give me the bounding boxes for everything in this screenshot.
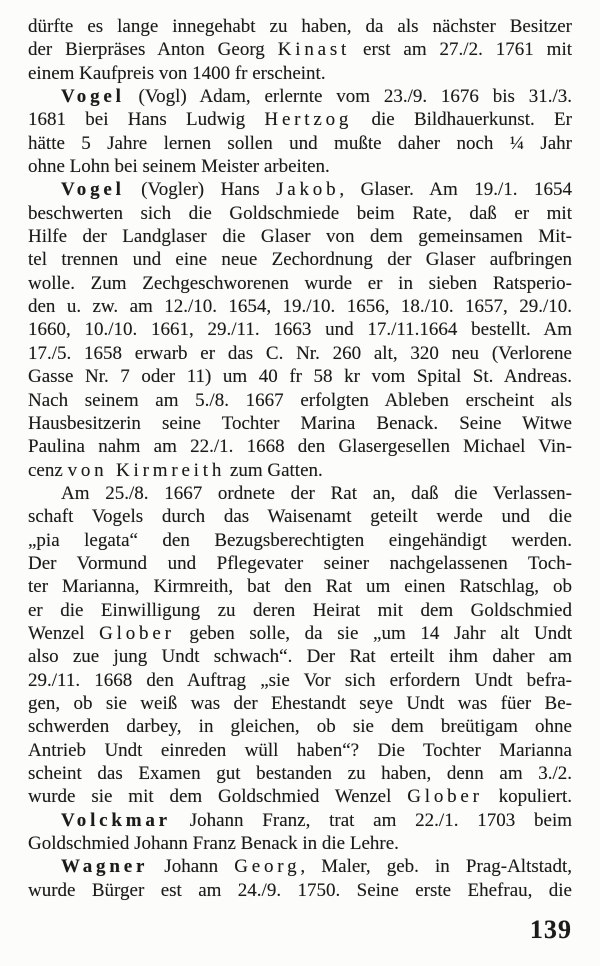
person-name: Glober [99, 622, 175, 644]
paragraph [28, 178, 572, 481]
person-name: Wagner [61, 856, 149, 878]
text-segment: er die Einwilligung zu deren Heirat mit dem Goldschmied [28, 599, 572, 621]
text-segment: zum Gatten. [225, 459, 323, 481]
text-line [28, 809, 572, 832]
text-segment: (Vogl) Adam, erlernte vom 23./9. 1676 bis 31./3. [124, 86, 572, 108]
text-segment: , Glaser. Am 19./1. 1654 [339, 179, 572, 201]
text-segment: 29./11. 1668 den Auftrag „sie Vor sich erfordern Undt befra- [28, 669, 572, 691]
text-line [28, 85, 572, 108]
text-line [28, 832, 572, 855]
text-segment: also zue jung Undt schwach“. Der Rat erteilt ihm daher am [28, 646, 572, 668]
paragraph [28, 15, 572, 85]
person-name: Glober [407, 786, 483, 808]
text-line [28, 692, 572, 715]
person-name: von Kirmreith [67, 459, 226, 481]
paragraph [28, 85, 572, 178]
text-line [28, 739, 572, 762]
text-segment: hätte 5 Jahre lernen sollen und mußte daher noch ¼ Jahr [28, 132, 572, 154]
text-line [28, 272, 572, 295]
text-line [28, 575, 572, 598]
text-line [28, 365, 572, 388]
person-name: Vogel [61, 86, 125, 108]
text-segment: ter Marianna, Kirmreith, bat den Rat um einen Ratschlag, ob [28, 576, 572, 598]
text-line [28, 62, 572, 85]
text-line [28, 108, 572, 131]
text-segment: schwerden darbey, in gleichen, ob sie dem breütigam ohne [28, 716, 572, 738]
text-segment: 17./5. 1658 erwarb er das C. Nr. 260 alt, 320 neu (Verlorene [28, 342, 572, 364]
text-segment: Goldschmied Johann Franz Benack in die Lehre. [28, 833, 399, 855]
text-line [28, 622, 572, 645]
text-line [28, 435, 572, 458]
text-line [28, 225, 572, 248]
text-segment: dürfte es lange innegehabt zu haben, da als nächster Besitzer [28, 16, 572, 37]
text-line [28, 318, 572, 341]
text-segment: Paulina nahm am 22./1. 1668 den Glasergesellen Michael Vin- [28, 436, 572, 458]
text-line [28, 248, 572, 271]
paragraph [28, 482, 572, 809]
text-segment: der Bierpräses Anton Georg [28, 39, 278, 61]
text-line [28, 389, 572, 412]
text-line [28, 178, 572, 201]
text-segment: Wenzel [28, 622, 100, 644]
text-segment: , Maler, geb. in Prag-Altstadt, [300, 856, 572, 878]
text-line [28, 645, 572, 668]
text-segment: Gasse Nr. 7 oder 11) um 40 fr 58 kr vom Spital St. Andreas. [28, 366, 572, 388]
text-segment: die Bildhauerkunst. Er [352, 109, 572, 131]
text-line [28, 295, 572, 318]
text-line [28, 762, 572, 785]
text-segment: Johann Franz, trat am 22./1. 1703 beim [170, 809, 572, 831]
person-name: Volckmar [61, 809, 171, 831]
person-name: Hertzog [264, 109, 353, 131]
text-segment: Antrieb Undt einreden wüll haben“? Die Tochter Marianna [28, 739, 572, 761]
text-segment: cenz [28, 459, 68, 481]
text-line [28, 879, 572, 902]
text-segment: (Vogler) Hans [124, 179, 277, 201]
text-segment: den u. zw. am 12./10. 1654, 19./10. 1656, 18./10. 1657, 29./10. [28, 296, 572, 318]
text-line [28, 552, 572, 575]
text-segment: Johann [148, 856, 235, 878]
text-segment: „pia legata“ den Bezugsberechtigten eingehändigt werden. [28, 529, 572, 551]
text-block [28, 15, 572, 902]
text-segment: wurde Bürger est am 24./9. 1750. Seine erste Ehefrau, die [28, 879, 572, 901]
text-segment: beschwerten sich die Goldschmiede beim Rate, daß er mit [28, 202, 572, 224]
person-name: Kinast [277, 39, 351, 61]
text-line [28, 132, 572, 155]
text-segment: Nach seinem am 5./8. 1667 erfolgten Ableben erscheint als [28, 389, 572, 411]
person-name: Georg [234, 856, 301, 878]
text-line [28, 459, 572, 482]
text-line [28, 342, 572, 365]
text-line [28, 599, 572, 622]
text-line [28, 482, 572, 505]
text-line [28, 15, 572, 38]
text-segment: scheint das Examen gut bestanden zu haben, denn am 3./2. [28, 763, 572, 784]
text-segment: ohne Lohn bei seinem Meister arbeiten. [28, 156, 330, 178]
text-line [28, 669, 572, 692]
text-segment: 1681 bei Hans Ludwig [28, 109, 265, 131]
text-line [28, 505, 572, 528]
text-segment: 1660, 10./10. 1661, 29./11. 1663 und 17./11.1664 bestellt. Am [28, 319, 572, 341]
person-name: Vogel [61, 179, 125, 201]
text-line [28, 529, 572, 552]
text-segment: einem Kaufpreis von 1400 fr erscheint. [28, 62, 326, 84]
text-segment: tel trennen und eine neue Zechordnung der Glaser aufbringen [28, 249, 572, 271]
text-segment: wurde sie mit dem Goldschmied Wenzel [28, 786, 408, 808]
text-line [28, 202, 572, 225]
paragraph [28, 855, 572, 902]
text-line [28, 155, 572, 178]
text-line [28, 38, 572, 61]
text-segment: wolle. Zum Zechgeschworenen wurde er in sieben Ratsperio- [28, 272, 572, 294]
text-segment: erst am 27./2. 1761 mit [350, 39, 572, 61]
text-line [28, 412, 572, 435]
page-number: 139 [529, 915, 572, 945]
text-segment: Hausbesitzerin seine Tochter Marina Benack. Seine Witwe [28, 412, 572, 434]
text-segment: geben solle, da sie „um 14 Jahr alt Undt [174, 622, 572, 644]
text-line [28, 715, 572, 738]
text-segment: kopuliert. [482, 786, 572, 808]
text-segment: Der Vormund und Pflegevater seiner nachgelassenen Toch- [28, 552, 572, 574]
person-name: Jakob [276, 179, 340, 201]
text-segment: gen, ob sie weiß was der Ehestandt seye Undt was füer Be- [28, 692, 572, 714]
text-line [28, 785, 572, 808]
text-segment: Am 25./8. 1667 ordnete der Rat an, daß die Verlassen- [61, 482, 572, 504]
text-segment: Hilfe der Landglaser die Glaser von dem gemeinsamen Mit- [28, 226, 572, 248]
text-line [28, 855, 572, 878]
text-segment: schaft Vogels durch das Waisenamt geteilt werde und die [28, 506, 572, 528]
paragraph [28, 809, 572, 856]
